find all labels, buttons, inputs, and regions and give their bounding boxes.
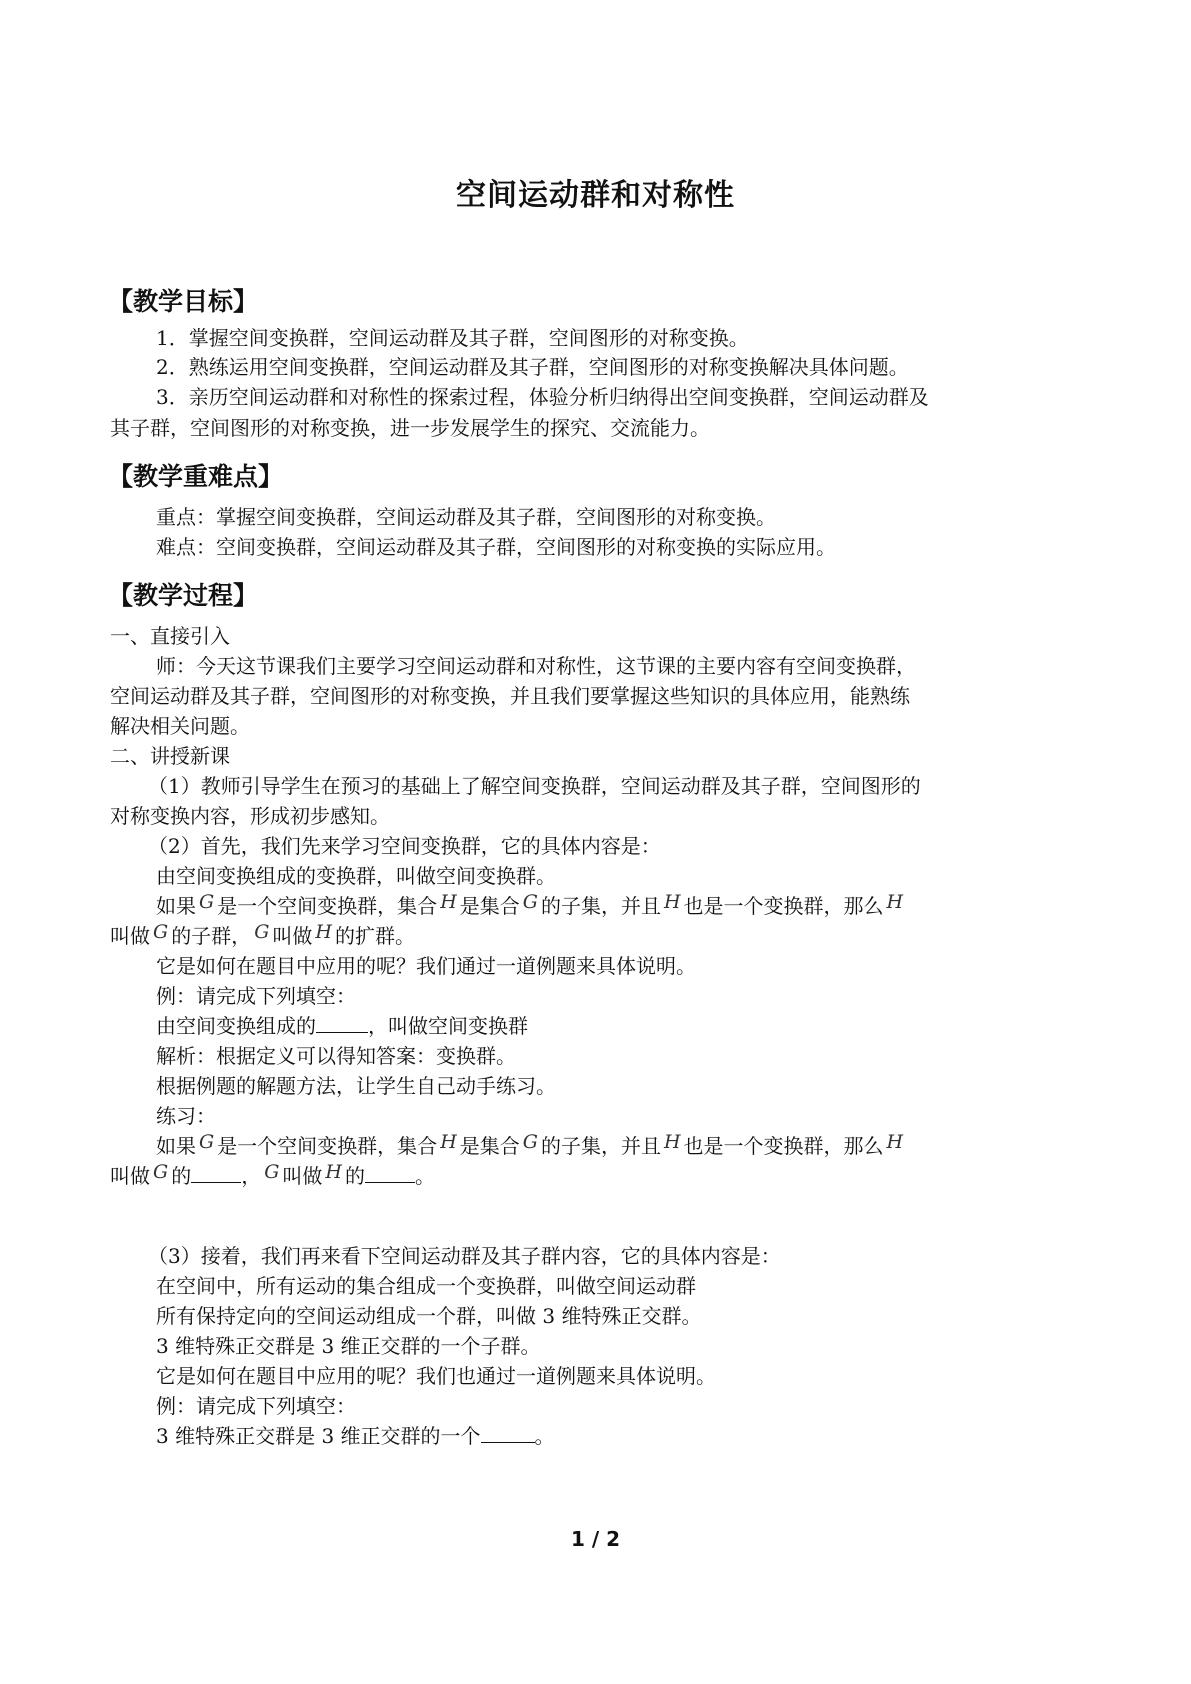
practice-text: 的子集，并且 (540, 1134, 661, 1158)
fill-in-blank (316, 1012, 368, 1033)
variable-h: H (440, 1131, 457, 1153)
section-1-text-2: 空间运动群及其子群，空间图形的对称变换，并且我们要掌握这些知识的具体应用，能熟练 (110, 684, 910, 708)
variable-h: H (440, 891, 457, 913)
part-3-line-1: （3）接着，我们再来看下空间运动群及其子群内容，它的具体内容是： (148, 1244, 781, 1268)
example-text: 由空间变换组成的 (156, 1014, 316, 1038)
variable-g: G (199, 1131, 215, 1153)
example-text: 3 维特殊正交群是 3 维正交群的一个 (156, 1424, 481, 1448)
practice-text: 叫做 (110, 1164, 150, 1188)
variable-g: G (522, 1131, 538, 1153)
practice-text: 叫做 (282, 1164, 323, 1188)
variable-h: H (325, 1161, 342, 1183)
practice-text: 的 (344, 1164, 365, 1188)
definition-text: 是集合 (459, 894, 520, 918)
variable-g: G (522, 891, 538, 913)
example-text: 。 (534, 1424, 555, 1448)
section-2-title: 二、讲授新课 (110, 744, 230, 768)
heading-key-points: 【教学重难点】 (108, 462, 284, 491)
definition-text: 的子集，并且 (540, 894, 661, 918)
definition-text: 也是一个变换群，那么 (683, 894, 884, 918)
practice-text: 。 (414, 1164, 435, 1188)
fill-in-blank (481, 1422, 535, 1443)
definition-text: 是一个空间变换群，集合 (217, 894, 438, 918)
objective-3-line-1: 3．亲历空间运动群和对称性的探索过程，体验分析归纳得出空间变换群，空间运动群及 (156, 385, 929, 409)
part-3-line-3: 所有保持定向的空间运动组成一个群，叫做 3 维特殊正交群。 (156, 1304, 702, 1328)
part-2-apply: 它是如何在题目中应用的呢？我们通过一道例题来具体说明。 (156, 954, 696, 978)
heading-process: 【教学过程】 (108, 581, 259, 610)
variable-g: G (153, 1161, 169, 1183)
definition-text: 的子群， (171, 924, 252, 948)
fill-in-blank (365, 1162, 415, 1183)
practice-line-1 (156, 1131, 906, 1162)
variable-h: H (663, 891, 681, 913)
example-1-analysis: 解析：根据定义可以得知答案：变换群。 (156, 1044, 516, 1068)
example-2-question (156, 1421, 555, 1451)
definition-line-1 (156, 891, 906, 922)
part-2-line-1: （2）首先，我们先来学习空间变换群，它的具体内容是： (148, 834, 661, 858)
key-point-focus: 重点：掌握空间变换群，空间运动群及其子群，空间图形的对称变换。 (156, 505, 776, 529)
part-2-line-2: 由空间变换组成的变换群，叫做空间变换群。 (156, 864, 556, 888)
example-2-label: 例：请完成下列填空： (156, 1394, 356, 1418)
variable-h: H (886, 891, 904, 913)
part-3-line-2: 在空间中，所有运动的集合组成一个变换群，叫做空间运动群 (156, 1274, 696, 1298)
practice-label: 练习： (156, 1104, 216, 1128)
variable-h: H (886, 1131, 904, 1153)
example-text: ，叫做空间变换群 (368, 1014, 528, 1038)
definition-text: 的扩群。 (334, 924, 415, 948)
practice-text: 也是一个变换群，那么 (683, 1134, 884, 1158)
section-1-text-1: 师：今天这节课我们主要学习空间运动群和对称性，这节课的主要内容有空间变换群， (156, 654, 916, 678)
example-1-label: 例：请完成下列填空： (156, 984, 356, 1008)
fill-in-blank (191, 1162, 241, 1183)
practice-text: 如果 (156, 1134, 196, 1158)
variable-h: H (663, 1131, 681, 1153)
variable-h: H (315, 921, 332, 943)
definition-text: 如果 (156, 894, 196, 918)
part-1-line-1: （1）教师引导学生在预习的基础上了解空间变换群，空间运动群及其子群，空间图形的 (148, 774, 921, 798)
part-1-line-2: 对称变换内容，形成初步感知。 (110, 804, 390, 828)
heading-objectives: 【教学目标】 (108, 287, 259, 316)
practice-line-2 (110, 1161, 435, 1192)
practice-text: 的 (171, 1164, 192, 1188)
definition-text: 叫做 (110, 924, 150, 948)
variable-g: G (254, 921, 270, 943)
practice-text: 是一个空间变换群，集合 (217, 1134, 438, 1158)
key-point-difficulty: 难点：空间变换群，空间运动群及其子群，空间图形的对称变换的实际应用。 (156, 535, 836, 559)
page-number: 1 / 2 (570, 1527, 621, 1551)
objective-3-line-2: 其子群，空间图形的对称变换，进一步发展学生的探究、交流能力。 (110, 416, 710, 440)
objective-1: 1．掌握空间变换群，空间运动群及其子群，空间图形的对称变换。 (156, 326, 749, 350)
section-1-title: 一、直接引入 (110, 624, 230, 648)
definition-line-2 (110, 921, 415, 952)
part-3-line-4: 3 维特殊正交群是 3 维正交群的一个子群。 (156, 1334, 541, 1358)
variable-g: G (264, 1161, 280, 1183)
section-1-text-3: 解决相关问题。 (110, 714, 250, 738)
practice-intro: 根据例题的解题方法，让学生自己动手练习。 (156, 1074, 556, 1098)
example-1-question (156, 1011, 528, 1041)
practice-text: 是集合 (459, 1134, 520, 1158)
variable-g: G (153, 921, 169, 943)
practice-text: ， (241, 1164, 262, 1188)
part-3-apply: 它是如何在题目中应用的呢？我们也通过一道例题来具体说明。 (156, 1364, 716, 1388)
definition-text: 叫做 (272, 924, 313, 948)
objective-2: 2．熟练运用空间变换群，空间运动群及其子群，空间图形的对称变换解决具体问题。 (156, 355, 909, 379)
page-title: 空间运动群和对称性 (456, 178, 735, 213)
variable-g: G (199, 891, 215, 913)
